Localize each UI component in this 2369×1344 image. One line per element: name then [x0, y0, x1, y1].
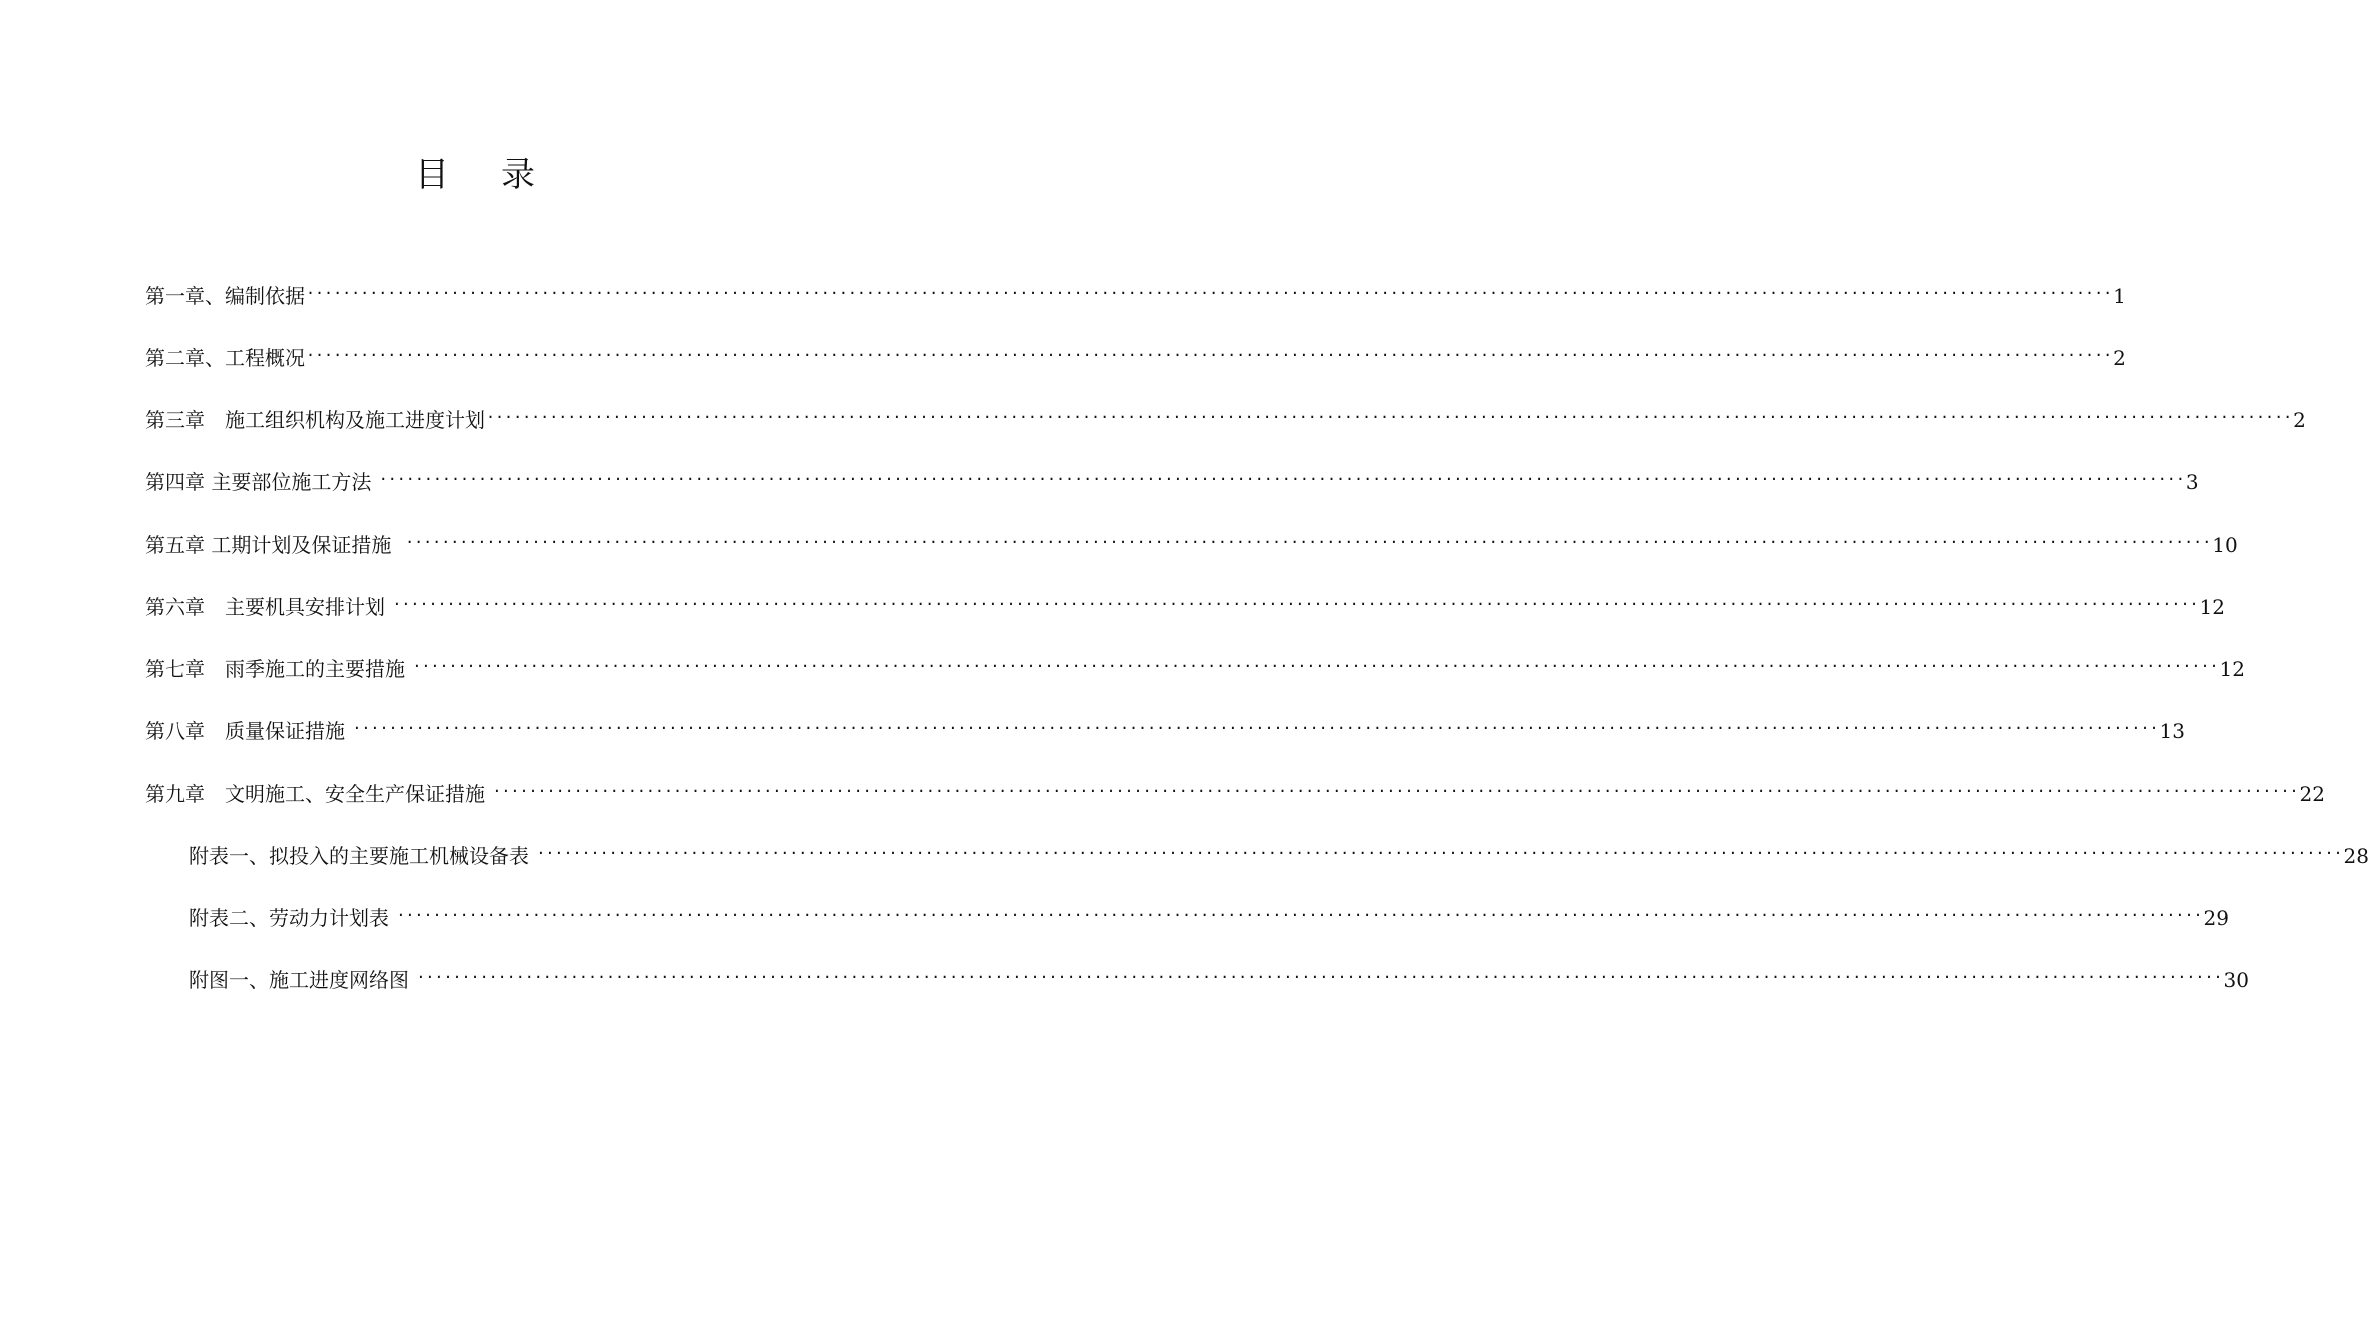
toc-dot-leader: ········································································································································································································ — [306, 284, 2113, 302]
toc-entry-10[interactable] — [189, 830, 2369, 870]
toc-entry-page: 12 — [2199, 595, 2225, 619]
page-title-part-2: 录 — [501, 155, 535, 195]
toc-entry-label: 第五章 工期计划及保证措施 — [145, 533, 405, 557]
toc-entry-4[interactable] — [145, 456, 2199, 496]
toc-entry-page: 22 — [2299, 782, 2325, 806]
toc-dot-leader: ········································································································································································································ — [405, 533, 2212, 551]
toc-entry-label: 附表一、拟投入的主要施工机械设备表 — [189, 844, 536, 868]
toc-entry-label: 第六章 主要机具安排计划 — [145, 595, 392, 619]
toc-dot-leader: ········································································································································································································ — [352, 719, 2159, 737]
toc-entry-11[interactable] — [189, 892, 2229, 932]
toc-entry-label: 第八章 质量保证措施 — [145, 719, 352, 743]
toc-dot-leader: ········································································································································································································ — [378, 470, 2185, 488]
toc-entry-1[interactable] — [145, 270, 2126, 310]
toc-entry-label: 附表二、劳动力计划表 — [189, 906, 396, 930]
toc-dot-leader: ········································································································································································································ — [396, 906, 2203, 924]
toc-dot-leader: ········································································································································································································ — [412, 657, 2219, 675]
toc-entry-page: 12 — [2219, 657, 2245, 681]
toc-entry-label: 附图一、施工进度网络图 — [189, 968, 416, 992]
toc-entry-label: 第一章、编制依据 — [145, 284, 305, 308]
toc-entry-page: 3 — [2185, 470, 2199, 494]
toc-entry-8[interactable] — [145, 705, 2185, 745]
toc-dot-leader: ········································································································································································································ — [536, 844, 2343, 862]
page-title-part-1: 目 — [415, 155, 449, 195]
toc-entry-12[interactable] — [189, 954, 2249, 994]
toc-entry-9[interactable] — [145, 768, 2325, 808]
toc-dot-leader: ········································································································································································································ — [392, 595, 2199, 613]
toc-dot-leader: ········································································································································································································ — [492, 782, 2299, 800]
toc-entry-2[interactable] — [145, 332, 2126, 372]
toc-entry-label: 第九章 文明施工、安全生产保证措施 — [145, 782, 492, 806]
toc-entry-page: 2 — [2293, 408, 2306, 432]
toc-entry-page: 29 — [2203, 906, 2229, 930]
toc-entry-page: 13 — [2159, 719, 2185, 743]
toc-entry-6[interactable] — [145, 581, 2225, 621]
toc-entry-3[interactable] — [145, 394, 2306, 434]
page-title — [0, 150, 950, 200]
toc-dot-leader: ········································································································································································································ — [416, 968, 2223, 986]
toc-entry-page: 28 — [2343, 844, 2369, 868]
toc-entry-page: 30 — [2223, 968, 2249, 992]
toc-entry-label: 第三章 施工组织机构及施工进度计划 — [145, 408, 485, 432]
toc-entry-5[interactable] — [145, 519, 2238, 559]
toc-entry-label: 第四章 主要部位施工方法 — [145, 470, 378, 494]
toc-dot-leader: ········································································································································································································ — [486, 408, 2293, 426]
toc-entry-label: 第七章 雨季施工的主要措施 — [145, 657, 412, 681]
toc-entry-page: 10 — [2212, 533, 2238, 557]
toc-entry-label: 第二章、工程概况 — [145, 346, 305, 370]
toc-entry-page: 1 — [2113, 284, 2126, 308]
toc-entry-7[interactable] — [145, 643, 2245, 683]
toc-dot-leader: ········································································································································································································ — [306, 346, 2113, 364]
toc-entry-page: 2 — [2113, 346, 2126, 370]
